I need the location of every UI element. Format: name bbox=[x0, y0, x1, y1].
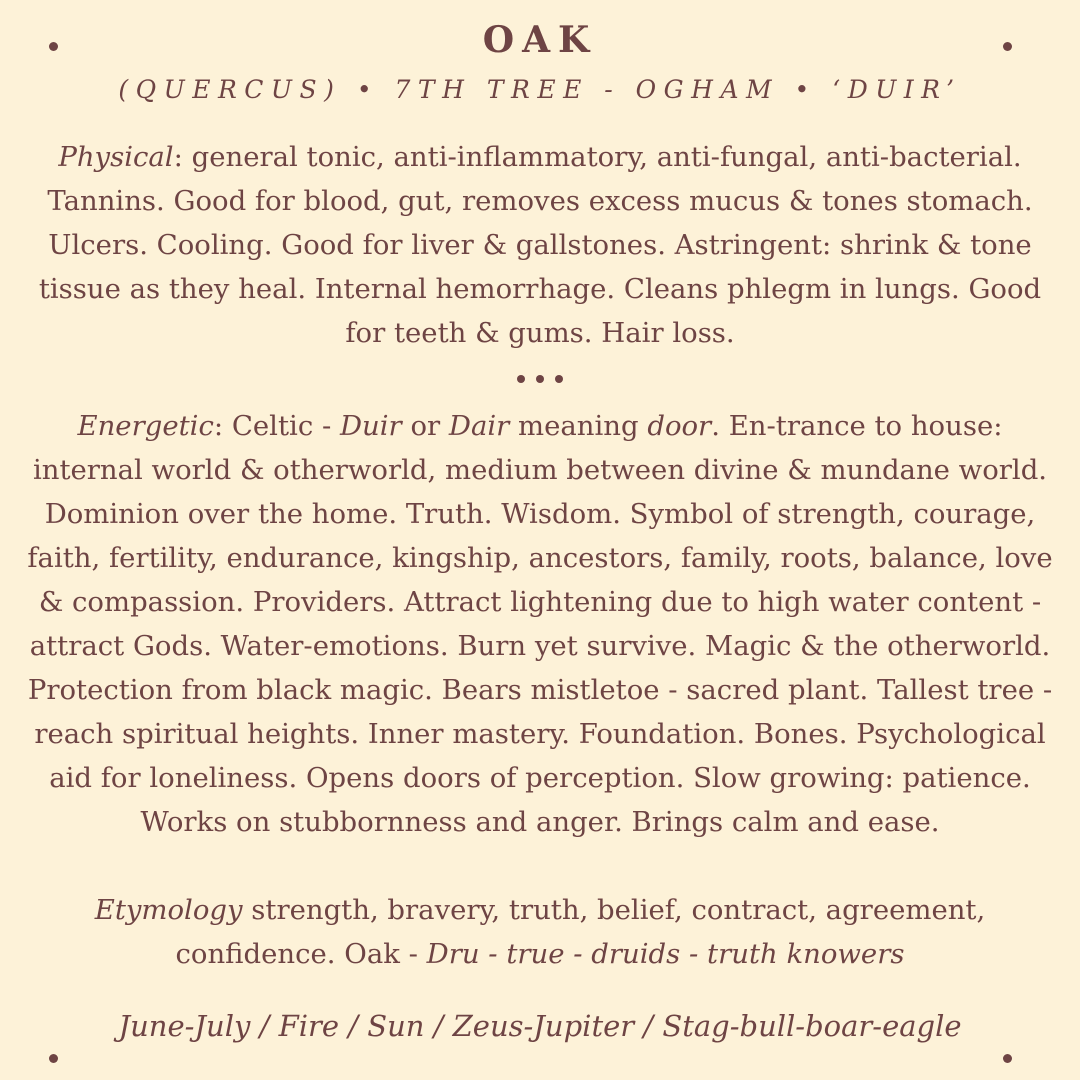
energetic-word-duir: Duir bbox=[340, 410, 402, 442]
etymology-words: Dru - true - druids - truth knowers bbox=[426, 938, 905, 970]
energetic-text-3: meaning bbox=[509, 410, 648, 442]
etymology-text: strength, bravery, truth, belief, contract, agreement, confidence. Oak - bbox=[175, 894, 986, 970]
energetic-text-4: . En-trance to house: internal world & otherworld, medium between divine & mundane world. Dominion over the home. Truth. Wisdom. Symbol of strength, courage, faith, fertility, endurance, kingship, ancestors, family, roots, balance, love & compassion. Providers. Attract lightening due to high water content - attract Gods. Water-emotions. Burn yet survive. Magic & the otherworld. Protection from black magic. Bears mistletoe - sacred plant. Tallest tree - reach spiritual heights. Inner mastery. Foundation. Bones. Psychological aid for loneliness. Opens doors of perception. Slow growing: patience. Works on stubbornness and anger. Brings calm and ease. bbox=[27, 410, 1053, 838]
page-subtitle: (QUERCUS) • 7TH TREE - OGHAM • ‘DUIR’ bbox=[118, 75, 962, 104]
footer-correspondences: June-July / Fire / Sun / Zeus-Jupiter / Stag-bull-boar-eagle bbox=[118, 1009, 962, 1043]
energetic-word-dair: Dair bbox=[448, 410, 510, 442]
divider-dot bbox=[536, 375, 544, 383]
corner-dot-bottom-right bbox=[1003, 1054, 1012, 1063]
physical-section bbox=[20, 135, 1060, 355]
etymology-section bbox=[20, 888, 1060, 976]
energetic-text-1: : Celtic - bbox=[213, 410, 340, 442]
energetic-label: Energetic bbox=[77, 410, 214, 442]
divider-dot bbox=[517, 375, 525, 383]
section-divider bbox=[0, 368, 1080, 390]
page-title: OAK bbox=[482, 19, 598, 61]
energetic-section bbox=[20, 404, 1060, 844]
divider-dot bbox=[555, 375, 563, 383]
energetic-text-2: or bbox=[401, 410, 449, 442]
energetic-word-door: door bbox=[647, 410, 712, 442]
etymology-label: Etymology bbox=[94, 894, 243, 926]
corner-dot-bottom-left bbox=[49, 1054, 58, 1063]
physical-label: Physical bbox=[58, 141, 174, 173]
physical-text: : general tonic, anti-inflammatory, anti-fungal, anti-bacterial. Tannins. Good for blood, gut, removes excess mucus & tones stomach. Ulcers. Cooling. Good for liver & gallstones. Astringent: shrink & tone tissue as they heal. Internal hemorrhage. Cleans phlegm in lungs. Good for teeth & gums. Hair loss. bbox=[38, 141, 1042, 349]
